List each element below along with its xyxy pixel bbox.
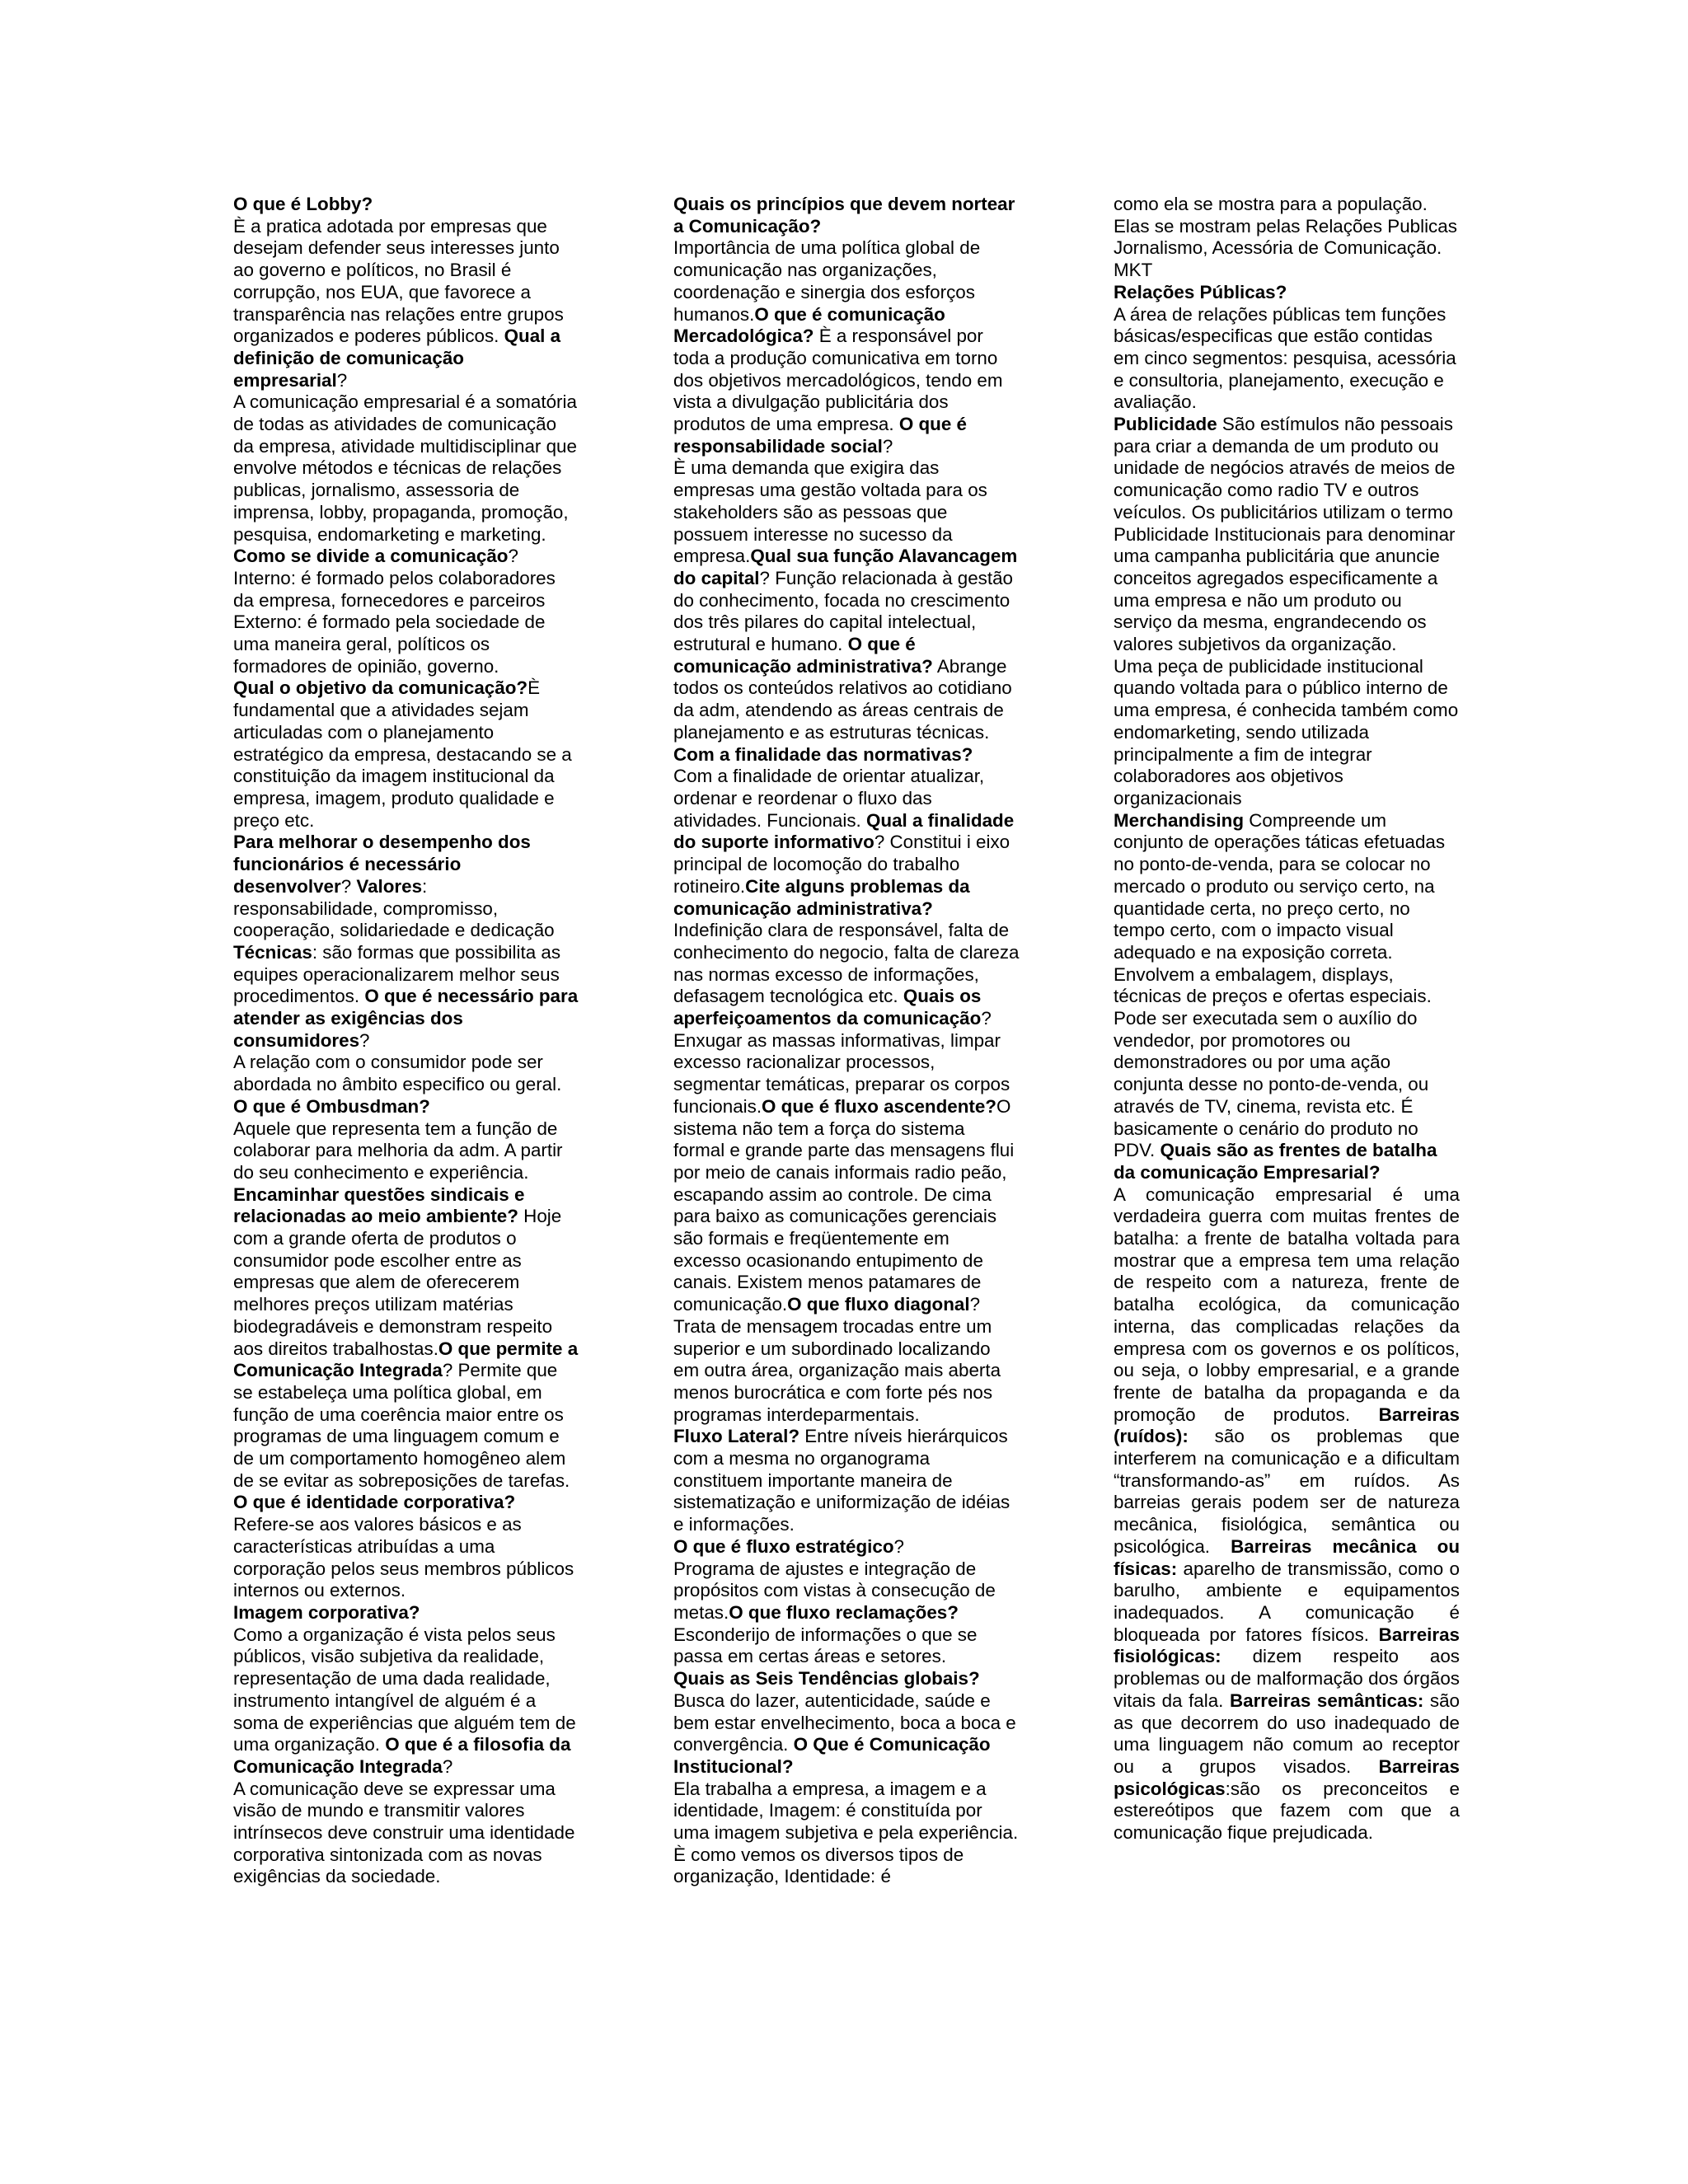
question-heading: Barreiras mecânica ou físicas: [1114,1535,1460,1579]
question-heading: Barreiras fisiológicas: [1114,1624,1460,1667]
question-heading: O que fluxo diagonal [787,1294,970,1315]
body-text: Busca do lazer, autenticidade, saúde e bem estar envelhecimento, boca a boca e convergência. [673,1690,1016,1755]
question-heading: Quais os princípios que devem nortear a Comunicação? [673,194,1015,237]
body-text: A comunicação empresarial é a somatória de todas as atividades de comunicação da empresa, atividade multidisciplinar que envolve métodos e técnicas de relações publicas, jornalismo, assessoria de imprensa, lobby, propaganda, promoção, pesquisa, endomarketing e marketing. [233,391,577,545]
question-heading: Técnicas [233,941,312,963]
body-text: : são formas que possibilita as equipes operacionalizarem melhor seus procedimentos. [233,941,561,1007]
question-heading: Imagem corporativa? [233,1602,420,1623]
body-text: ? [508,546,518,567]
body-text: Refere-se aos valores básicos e as características atribuídas a uma corporação pelos seus membros públicos internos ou externos. [233,1514,574,1601]
question-heading: Quais são as frentes de batalha da comunicação Empresarial? [1114,1140,1437,1183]
body-text: A comunicação deve se expressar uma visão de mundo e transmitir valores intrínsecos deve construir uma identidade corporativa sintonizada com as novas exigências da sociedade. [233,1778,575,1887]
paragraph [673,766,1020,1426]
body-text: ? Permite que se estabeleça uma política global, em função de uma coerência maior entre os programas de uma linguagem comum e de um comportamento homogêneo alem de se evitar as sobreposições de tarefas. [233,1360,570,1491]
body-text: Compreende um conjunto de operações táticas efetuadas no ponto-de-venda, para se colocar no mercado o produto ou serviço certo, na quantidade certa, no preço certo, no tempo certo, com o impacto visual adequado e na exposição correta. Envolvem a embalagem, displays, técnicas de preços e ofertas especiais. Pode ser executada sem o auxílio do vendedor, por promotores ou demonstradores ou por uma ação conjunta desse no ponto-de-venda, ou através de TV, cinema, revista etc. É basicamente o cenário do produto no PDV. [1114,809,1446,1161]
question-heading: O que é necessário para atender as exigências dos consumidores [233,986,579,1051]
paragraph [1114,282,1460,304]
body-text: Aquele que representa tem a função de colaborar para melhoria da adm. A partir do seu conhecimento e experiência. [233,1118,563,1183]
body-text: São estímulos não pessoais para criar a demanda de um produto ou unidade de negócios através de meios de comunicação como radio TV e outros veículos. Os publicitários utilizam o termo Publicidade Institucionais para denominar uma campanha publicitária que anuncie conceitos agregados especificamente a uma empresa e não um produto ou serviço da mesma, engrandecendo os valores subjetivos da organização. [1114,414,1456,655]
text-column-right [1114,194,1460,1844]
body-text: Como a organização é vista pelos seus públicos, visão subjetiva da realidade, representação de uma dada realidade, instrumento intangível de alguém é a soma de experiências que alguém tem de uma organização. [233,1624,576,1755]
question-heading: O que permite a Comunicação Integrada [233,1338,579,1381]
paragraph [233,898,579,1052]
question-heading: O que é identidade corporativa? [233,1492,516,1513]
question-heading: O Que é Comunicação Institucional? [673,1734,991,1777]
question-heading: Quais as Seis Tendências globais? [673,1668,980,1690]
question-heading: O que é fluxo estratégico [673,1535,894,1557]
paragraph [233,194,579,216]
body-text: O sistema não tem a força do sistema formal e grande parte das mensagens flui por meio de canais informais radio peão, escapando assim ao controle. De cima para baixo as comunicações gerenciais são formais e freqüentemente em excesso ocasionando entupimento de canais. Existem menos patamares de comunicação. [673,1095,1015,1315]
body-text: ? [340,875,357,897]
question-heading: Barreiras semânticas: [1229,1690,1424,1711]
question-heading: Barreiras psicológicas [1114,1755,1460,1799]
paragraph [673,194,1020,237]
body-text: Ela trabalha a empresa, a imagem e a identidade, Imagem: é constituída por uma imagem subjetiva e pela experiência. È como vemos os diversos tipos de organização, Identidade: é [673,1778,1019,1887]
body-text: são os problemas que interferem na comunicação e a dificultam “transformando-as” em ruídos. As barreias gerais podem ser de natureza mecânica, fisiológica, semântica ou psicológica. [1114,1426,1460,1557]
body-text: :são os preconceitos e estereótipos que fazem com que a comunicação fique prejudicada. [1114,1778,1460,1844]
paragraph [233,832,579,898]
body-text: : [422,875,428,897]
body-text: È fundamental que a atividades sejam articuladas com o planejamento estratégico da empresa, destacando se a constituição da imagem institucional da empresa, imagem, produto qualidade e preço etc. [233,677,572,831]
body-text: ? [442,1755,453,1777]
question-heading: Valores [356,875,423,897]
question-heading: Encaminhar questões sindicais e relacionadas ao meio ambiente? [233,1183,525,1227]
question-heading: Quais os aperfeiçoamentos da comunicação [673,986,982,1029]
body-text: Programa de ajustes e integração de propósitos com vistas à consecução de metas. [673,1558,996,1623]
question-heading: O que fluxo reclamações? [729,1602,959,1623]
body-text: dizem respeito aos problemas ou de malformação dos órgãos vitais da fala. [1114,1646,1460,1711]
paragraph [673,1558,1020,1669]
body-text: È a pratica adotada por empresas que desejam defender seus interesses junto ao governo e políticos, no Brasil é corrupção, nos EUA, que favorece a transparência nas relações entre grupos organizados e poderes públicos. [233,215,564,347]
paragraph [1114,194,1460,282]
body-text: ? Enxugar as massas informativas, limpar excesso racionalizar processos, segmentar temáticas, preparar os corpos funcionais. [673,1008,1010,1117]
paragraph [1114,1184,1460,1844]
body-text: Interno: é formado pelos colaboradores da empresa, fornecedores e parceiros Externo: é formado pela sociedade de uma maneira geral, políticos os formadores de opinião, governo. [233,567,556,677]
paragraph [233,1052,579,1118]
question-heading: Relações Públicas? [1114,281,1287,302]
body-text: È uma demanda que exigira das empresas uma gestão voltada para os stakeholders são as pessoas que possuem interesse no sucesso da empresa. [673,457,987,567]
paragraph [233,1118,579,1602]
question-heading: O que é fluxo ascendente? [762,1095,996,1117]
body-text: ? [882,435,893,457]
body-text: como ela se mostra para a população. Elas se mostram pelas Relações Publicas Jornalismo, Acessória de Comunicação. MKT [1114,194,1457,281]
question-heading: O que é comunicação administrativa? [673,634,933,677]
body-text: ? [359,1029,370,1051]
paragraph [233,1779,579,1889]
body-text: Abrange todos os conteúdos relativos ao cotidiano da adm, atendendo as áreas centrais de planejamento e as estruturas técnicas. [673,655,1012,743]
body-text: Indefinição clara de responsável, falta de conhecimento do negocio, falta de clareza nas normas excesso de informações, defasagem tecnológica etc. [673,920,1020,1007]
question-heading: Com a finalidade das normativas? [673,743,973,765]
question-heading: Barreiras (ruídos): [1114,1404,1460,1447]
question-heading: O que é comunicação Mercadológica? [673,303,945,347]
question-heading: Para melhorar o desempenho dos funcionários é necessário desenvolver [233,832,531,897]
body-text: ? Função relacionada à gestão do conhecimento, focada no crescimento dos três pilares do capital intelectual, estrutural e humano. [673,567,1013,655]
question-heading: Qual o objetivo da comunicação? [233,677,528,699]
text-column-middle [673,194,1020,1888]
body-text: ? [893,1535,904,1557]
question-heading: Cite alguns problemas da comunicação administrativa? [673,875,970,919]
paragraph [673,744,1020,766]
question-heading: Merchandising [1114,809,1245,831]
body-text: aparelho de transmissão, como o barulho, ambiente e equipamentos inadequados. A comunicação é bloqueada por fatores físicos. [1114,1558,1460,1645]
body-text: Hoje com a grande oferta de produtos o consumidor pode escolher entre as empresas que alem de oferecerem melhores preços utilizam matérias biodegradáveis e demonstram respeito aos direitos trabalhostas. [233,1206,562,1359]
paragraph [1114,810,1460,1184]
paragraph [233,216,579,392]
body-text: Com a finalidade de orientar atualizar, ordenar e reordenar o fluxo das atividades. Funcionais. [673,766,985,831]
body-text: A comunicação empresarial é uma verdadeira guerra com muitas frentes de batalha: a frente de batalha voltada para mostrar que a empresa tem uma relação de respeito com a natureza, frente de batalha ecológica, da comunicação interna, das complicadas relações da empresa com os governos e os políticos, ou seja, o lobby empresarial, e a grande frente de batalha da propaganda e da promoção de produtos. [1114,1183,1460,1425]
question-heading: O que é Ombusdman? [233,1095,430,1117]
body-text: são as que decorrem do uso inadequado de uma linguagem não comum ao receptor ou a grupos visados. [1114,1690,1461,1777]
body-text: ? [336,369,348,391]
question-heading: Fluxo Lateral? [673,1426,800,1447]
paragraph [673,237,1020,457]
question-heading: Publicidade [1114,414,1217,435]
paragraph [233,391,579,546]
paragraph [1114,656,1460,810]
question-heading: Qual a finalidade do suporte informativo [673,809,1015,853]
body-text: ? Constitui i eixo principal de locomoção do trabalho rotineiro. [673,832,1010,897]
question-heading: O que é responsabilidade social [673,414,967,457]
text-column-left [233,194,579,1888]
body-text: Uma peça de publicidade institucional quando voltada para o público interno de uma empresa, é conhecida também como endomarketing, sendo utilizada principalmente a fim de integrar colaboradores aos objetivos organizacionais [1114,655,1459,808]
paragraph [673,1779,1020,1889]
paragraph [1114,304,1460,415]
body-text: A área de relações públicas tem funções básicas/especificas que estão contidas em cinco segmentos: pesquisa, acessória e consultoria, planejamento, execução e avaliação. [1114,303,1456,413]
paragraph [673,1668,1020,1779]
paragraph [673,457,1020,743]
paragraph [233,677,579,832]
body-text: È a responsável por toda a produção comunicativa em torno dos objetivos mercadológicos, tendo em vista a divulgação publicitária dos produtos de uma empresa. [673,326,1003,435]
body-text: responsabilidade, compromisso, cooperação, solidariedade e dedicação [233,898,555,941]
paragraph [673,1536,1020,1558]
question-heading: Qual sua função Alavancagem do capital [673,546,1018,588]
question-heading: O que é a filosofia da Comunicação Integrada [233,1734,571,1777]
paragraph [233,1624,579,1779]
paragraph [673,1426,1020,1536]
question-heading: O que é Lobby? [233,194,373,214]
question-heading: Qual a definição de comunicação empresarial [233,326,561,391]
body-text: A relação com o consumidor pode ser abordada no âmbito especifico ou geral. [233,1052,562,1095]
body-text: Importância de uma política global de comunicação nas organizações, coordenação e sinergia dos esforços humanos. [673,237,981,325]
question-heading: Como se divide a comunicação [233,546,509,567]
paragraph [1114,414,1460,656]
paragraph [233,1602,579,1624]
body-text: ? Trata de mensagem trocadas entre um superior e um subordinado localizando em outra área, organização mais aberta menos burocrática e com forte pés nos programas interdeparmentais. [673,1294,1001,1425]
body-text: Entre níveis hierárquicos com a mesma no organograma constituem importante maneira de sistematização e uniformização de idéias e informações. [673,1426,1010,1535]
body-text: Esconderijo de informações o que se passa em certas áreas e setores. [673,1624,978,1667]
paragraph [233,546,579,568]
paragraph [233,568,579,678]
